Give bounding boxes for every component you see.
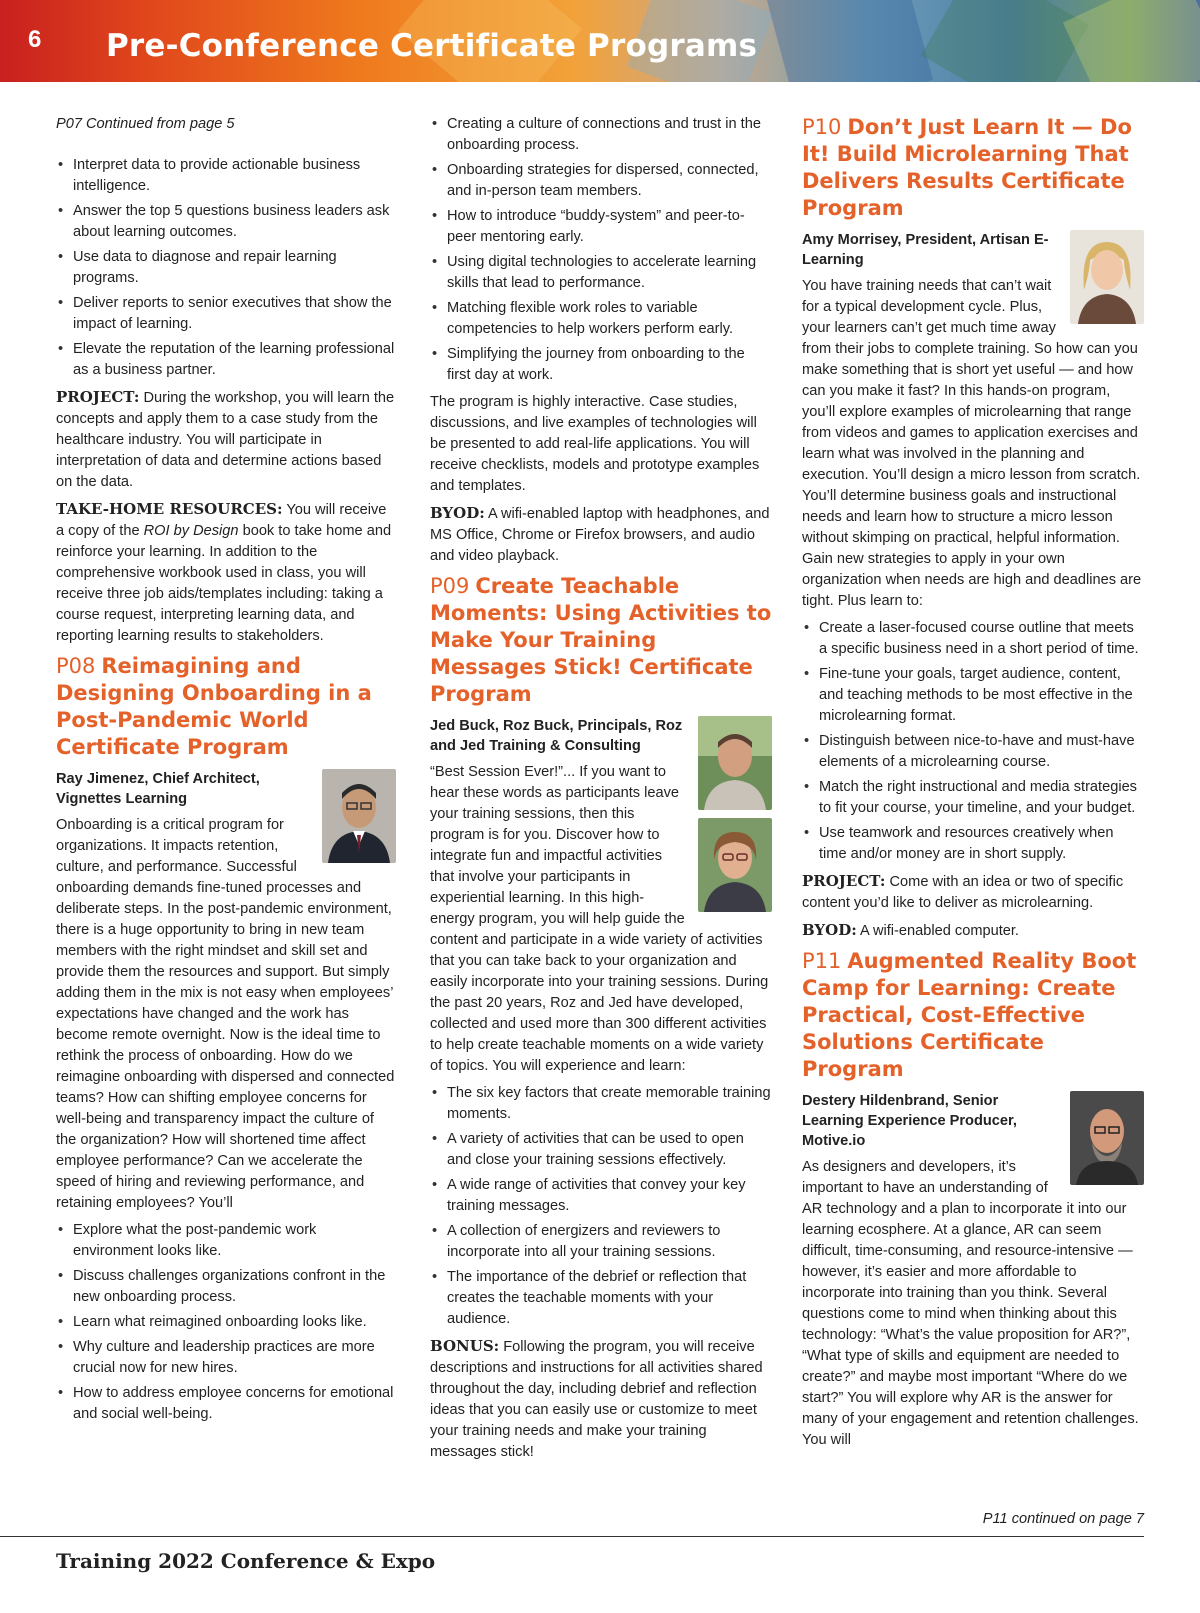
speaker-name: Jed Buck, Roz Buck, Principals, Roz and Jed Training & Consulting (430, 718, 683, 754)
list-item: • Learn what reimagined onboarding looks like. (56, 1312, 396, 1333)
interactive-paragraph: The program is highly interactive. Case studies, discussions, and live examples of technologies will be presented to add real-life applications. You will receive checklists, models and prototype examples and templates. (430, 394, 760, 494)
header-mosaic (1063, 0, 1200, 82)
p09-bullet-list (430, 1083, 772, 1330)
bonus-text: Following the program, you will receive descriptions and instructions for all activities shared throughout the day, including debrief and reflection ideas that you can easily use or customize to meet your training needs and make your training messages stick! (430, 1339, 763, 1460)
footer-title: Training 2022 Conference & Expo (56, 1549, 436, 1573)
p10-bullet-list (802, 618, 1144, 865)
list-item: • How to address employee concerns for emotional and social well-being. (56, 1383, 396, 1425)
session-description: Onboarding is a critical program for organizations. It impacts retention, culture, and performance. Successful onboarding demands fine-tuned processes and deliberate steps. In the post-pandemic environment, there is a huge opportunity to bring in new team members with the right mindset and skill set and provide them the resources and support. But simply adding them in the mix is not easy when employees’ expectations have changed and the work has become remote overnight. Now is the ideal time to rethink the process of onboarding. How do we reimagine onboarding with dispersed and connected teams? How can shifting employee concerns for well-being and transparency impact the culture of the organization? How will shortened time affect employee performance? Can we accelerate the speed of hiring and reviewing performance, and retaining employees? You’ll (56, 817, 395, 1211)
project-label: PROJECT: (56, 388, 140, 406)
speaker-photo (698, 716, 772, 810)
list-item: • A variety of activities that can be used to open and close your training sessions effectively. (430, 1129, 772, 1171)
session-heading-p09 (430, 573, 772, 708)
p07-bullet-list (56, 155, 396, 381)
list-item: • Why culture and leadership practices are more crucial now for new hires. (56, 1337, 396, 1379)
list-item: • Using digital technologies to accelerate learning skills that lead to performance. (430, 252, 772, 294)
session-title: Create Teachable Moments: Using Activities to Make Your Training Messages Stick! Certificate Program (430, 574, 772, 706)
list-item: • A collection of energizers and reviewers to incorporate into all your training sessions. (430, 1221, 772, 1263)
column-1 (56, 114, 396, 1431)
list-item: • A wide range of activities that convey your key training messages. (430, 1175, 772, 1217)
speaker-photo-group (698, 716, 772, 912)
page-header (0, 0, 1200, 82)
list-item: • Interpret data to provide actionable business intelligence. (56, 155, 396, 197)
speaker-photo (1070, 230, 1144, 324)
list-item: • Simplifying the journey from onboarding to the first day at work. (430, 344, 772, 386)
project-paragraph (56, 387, 396, 493)
list-item: • Answer the top 5 questions business leaders ask about learning outcomes. (56, 201, 396, 243)
project-label: PROJECT: (802, 872, 886, 890)
p08-bullet-list (56, 1220, 396, 1425)
header-mosaic (921, 0, 1089, 82)
session-description: As designers and developers, it’s important to have an understanding of AR technology and a plan to incorporate it into our learning ecosphere. At a glance, AR can seem difficult, time-consuming, and resource-intensive — however, it’s easier and more affordable to incorporate into training than you think. Several questions come to mind when thinking about this technology: “What’s the value proposition for AR?”, “What type of skills and equipment are needed to create?” and maybe most important “Where do we start?” You will explore why AR is the answer for many of your engagement and retention challenges. You will (802, 1159, 1139, 1448)
list-item: • How to introduce “buddy-system” and peer-to-peer mentoring early. (430, 206, 772, 248)
session-description: You have training needs that can’t wait for a typical development cycle. Plus, your learners can’t get much time away from their jobs to complete training. So how can you make something that is short yet useful — and how can you make it fast? In this hands-on program, you’ll explore examples of microlearning that range from videos and games to application exercises and learn what was involved in the planning and execution. You’ll design a micro lesson from scratch. You’ll determine business goals and instructional needs and learn how to structure a micro lesson without skimping on practical, helpful information. Gain new strategies to apply in your own organization when needs are high and deadlines are tight. Plus learn to: (802, 278, 1142, 609)
speaker-name: Ray Jimenez, Chief Architect, Vignettes Learning (56, 771, 260, 807)
list-item: • Explore what the post-pandemic work environment looks like. (56, 1220, 396, 1262)
byod-text: A wifi-enabled computer. (859, 923, 1019, 939)
continued-on-note: P11 continued on page 7 (982, 1511, 1144, 1527)
project-text: During the workshop, you will learn the concepts and apply them to a case study from the healthcare industry. You will participate in interpretation of data and determine actions based on the data. (56, 390, 395, 490)
column-2 (430, 114, 772, 1469)
resources-paragraph (56, 499, 396, 647)
list-item: • Matching flexible work roles to variable competencies to help workers perform early. (430, 298, 772, 340)
speaker-name: Destery Hildenbrand, Senior Learning Experience Producer, Motive.io (802, 1093, 1017, 1149)
session-title: Augmented Reality Boot Camp for Learning: Create Practical, Cost-Effective Solutions Certificate Program (802, 949, 1137, 1081)
list-item: • Create a laser-focused course outline that meets a specific business need in a short period of time. (802, 618, 1144, 660)
header-mosaic (767, 0, 933, 82)
list-item: • Fine-tune your goals, target audience, content, and teaching methods to be most effective in the microlearning format. (802, 664, 1144, 727)
list-item: • The importance of the debrief or reflection that creates the teachable moments with your audience. (430, 1267, 772, 1330)
footer-rule (0, 1536, 1144, 1537)
project-paragraph (802, 871, 1144, 914)
speaker-photo (1070, 1091, 1144, 1185)
session-code: P08 (56, 654, 96, 678)
session-code: P10 (802, 115, 842, 139)
bonus-label: BONUS: (430, 1337, 500, 1355)
list-item: • Use data to diagnose and repair learning programs. (56, 247, 396, 289)
list-item: • Creating a culture of connections and trust in the onboarding process. (430, 114, 772, 156)
column-3 (802, 114, 1144, 1457)
session-heading-p08 (56, 653, 396, 761)
book-title: ROI by Design (143, 523, 239, 539)
continued-note: P07 Continued from page 5 (56, 116, 235, 132)
session-heading-p11 (802, 948, 1144, 1083)
list-item: • Match the right instructional and media strategies to fit your course, your timeline, and your budget. (802, 777, 1144, 819)
resources-text: book to take home and reinforce your learning. In addition to the comprehensive workbook used in class, you will receive three job aids/templates including: taking a course request, interpreting learning data, and reporting learning results to stakeholders. (56, 523, 392, 644)
speaker-photo (322, 769, 396, 863)
byod-paragraph (430, 503, 772, 567)
session-title: Reimagining and Designing Onboarding in a Post-Pandemic World Certificate Program (56, 654, 372, 759)
byod-label: BYOD: (430, 504, 485, 522)
speaker-photo (698, 818, 772, 912)
bonus-paragraph (430, 1336, 772, 1463)
byod-text: A wifi-enabled laptop with headphones, and MS Office, Chrome or Firefox browsers, and audio and video playback. (430, 506, 770, 564)
list-item: • The six key factors that create memorable training moments. (430, 1083, 772, 1125)
session-description: “Best Session Ever!”... If you want to hear these words as participants leave your training sessions, then this program is for you. Discover how to integrate fun and impactful activities that involve your participants in experiential learning. In this high-energy program, you will help guide the content and participate in a wide variety of activities that you can take back to your organization and easily incorporate into your training sessions. During the past 20 years, Roz and Jed have developed, collected and used more than 300 different activities to help create teachable moments on a wide variety of topics. You will experience and learn: (430, 764, 769, 1074)
list-item: • Discuss challenges organizations confront in the new onboarding process. (56, 1266, 396, 1308)
list-item: • Elevate the reputation of the learning professional as a business partner. (56, 339, 396, 381)
resources-label: TAKE-HOME RESOURCES: (56, 500, 283, 518)
page-title: Pre-Conference Certificate Programs (106, 28, 758, 64)
session-heading-p10 (802, 114, 1144, 222)
session-code: P09 (430, 574, 470, 598)
byod-paragraph (802, 920, 1144, 942)
list-item: • Onboarding strategies for dispersed, connected, and in-person team members. (430, 160, 772, 202)
byod-label: BYOD: (802, 921, 857, 939)
p08-continued-bullet-list (430, 114, 772, 386)
session-code: P11 (802, 949, 842, 973)
page-number: 6 (28, 26, 42, 53)
session-title: Don’t Just Learn It — Do It! Build Microlearning That Delivers Results Certificate Program (802, 115, 1132, 220)
list-item: • Use teamwork and resources creatively when time and/or money are in short supply. (802, 823, 1144, 865)
list-item: • Deliver reports to senior executives that show the impact of learning. (56, 293, 396, 335)
speaker-name: Amy Morrisey, President, Artisan E-Learning (802, 232, 1049, 268)
project-text: Come with an idea or two of specific content you’d like to deliver as microlearning. (802, 874, 1124, 911)
list-item: • Distinguish between nice-to-have and must-have elements of a microlearning course. (802, 731, 1144, 773)
resources-text: You will receive a copy of the (56, 502, 387, 539)
